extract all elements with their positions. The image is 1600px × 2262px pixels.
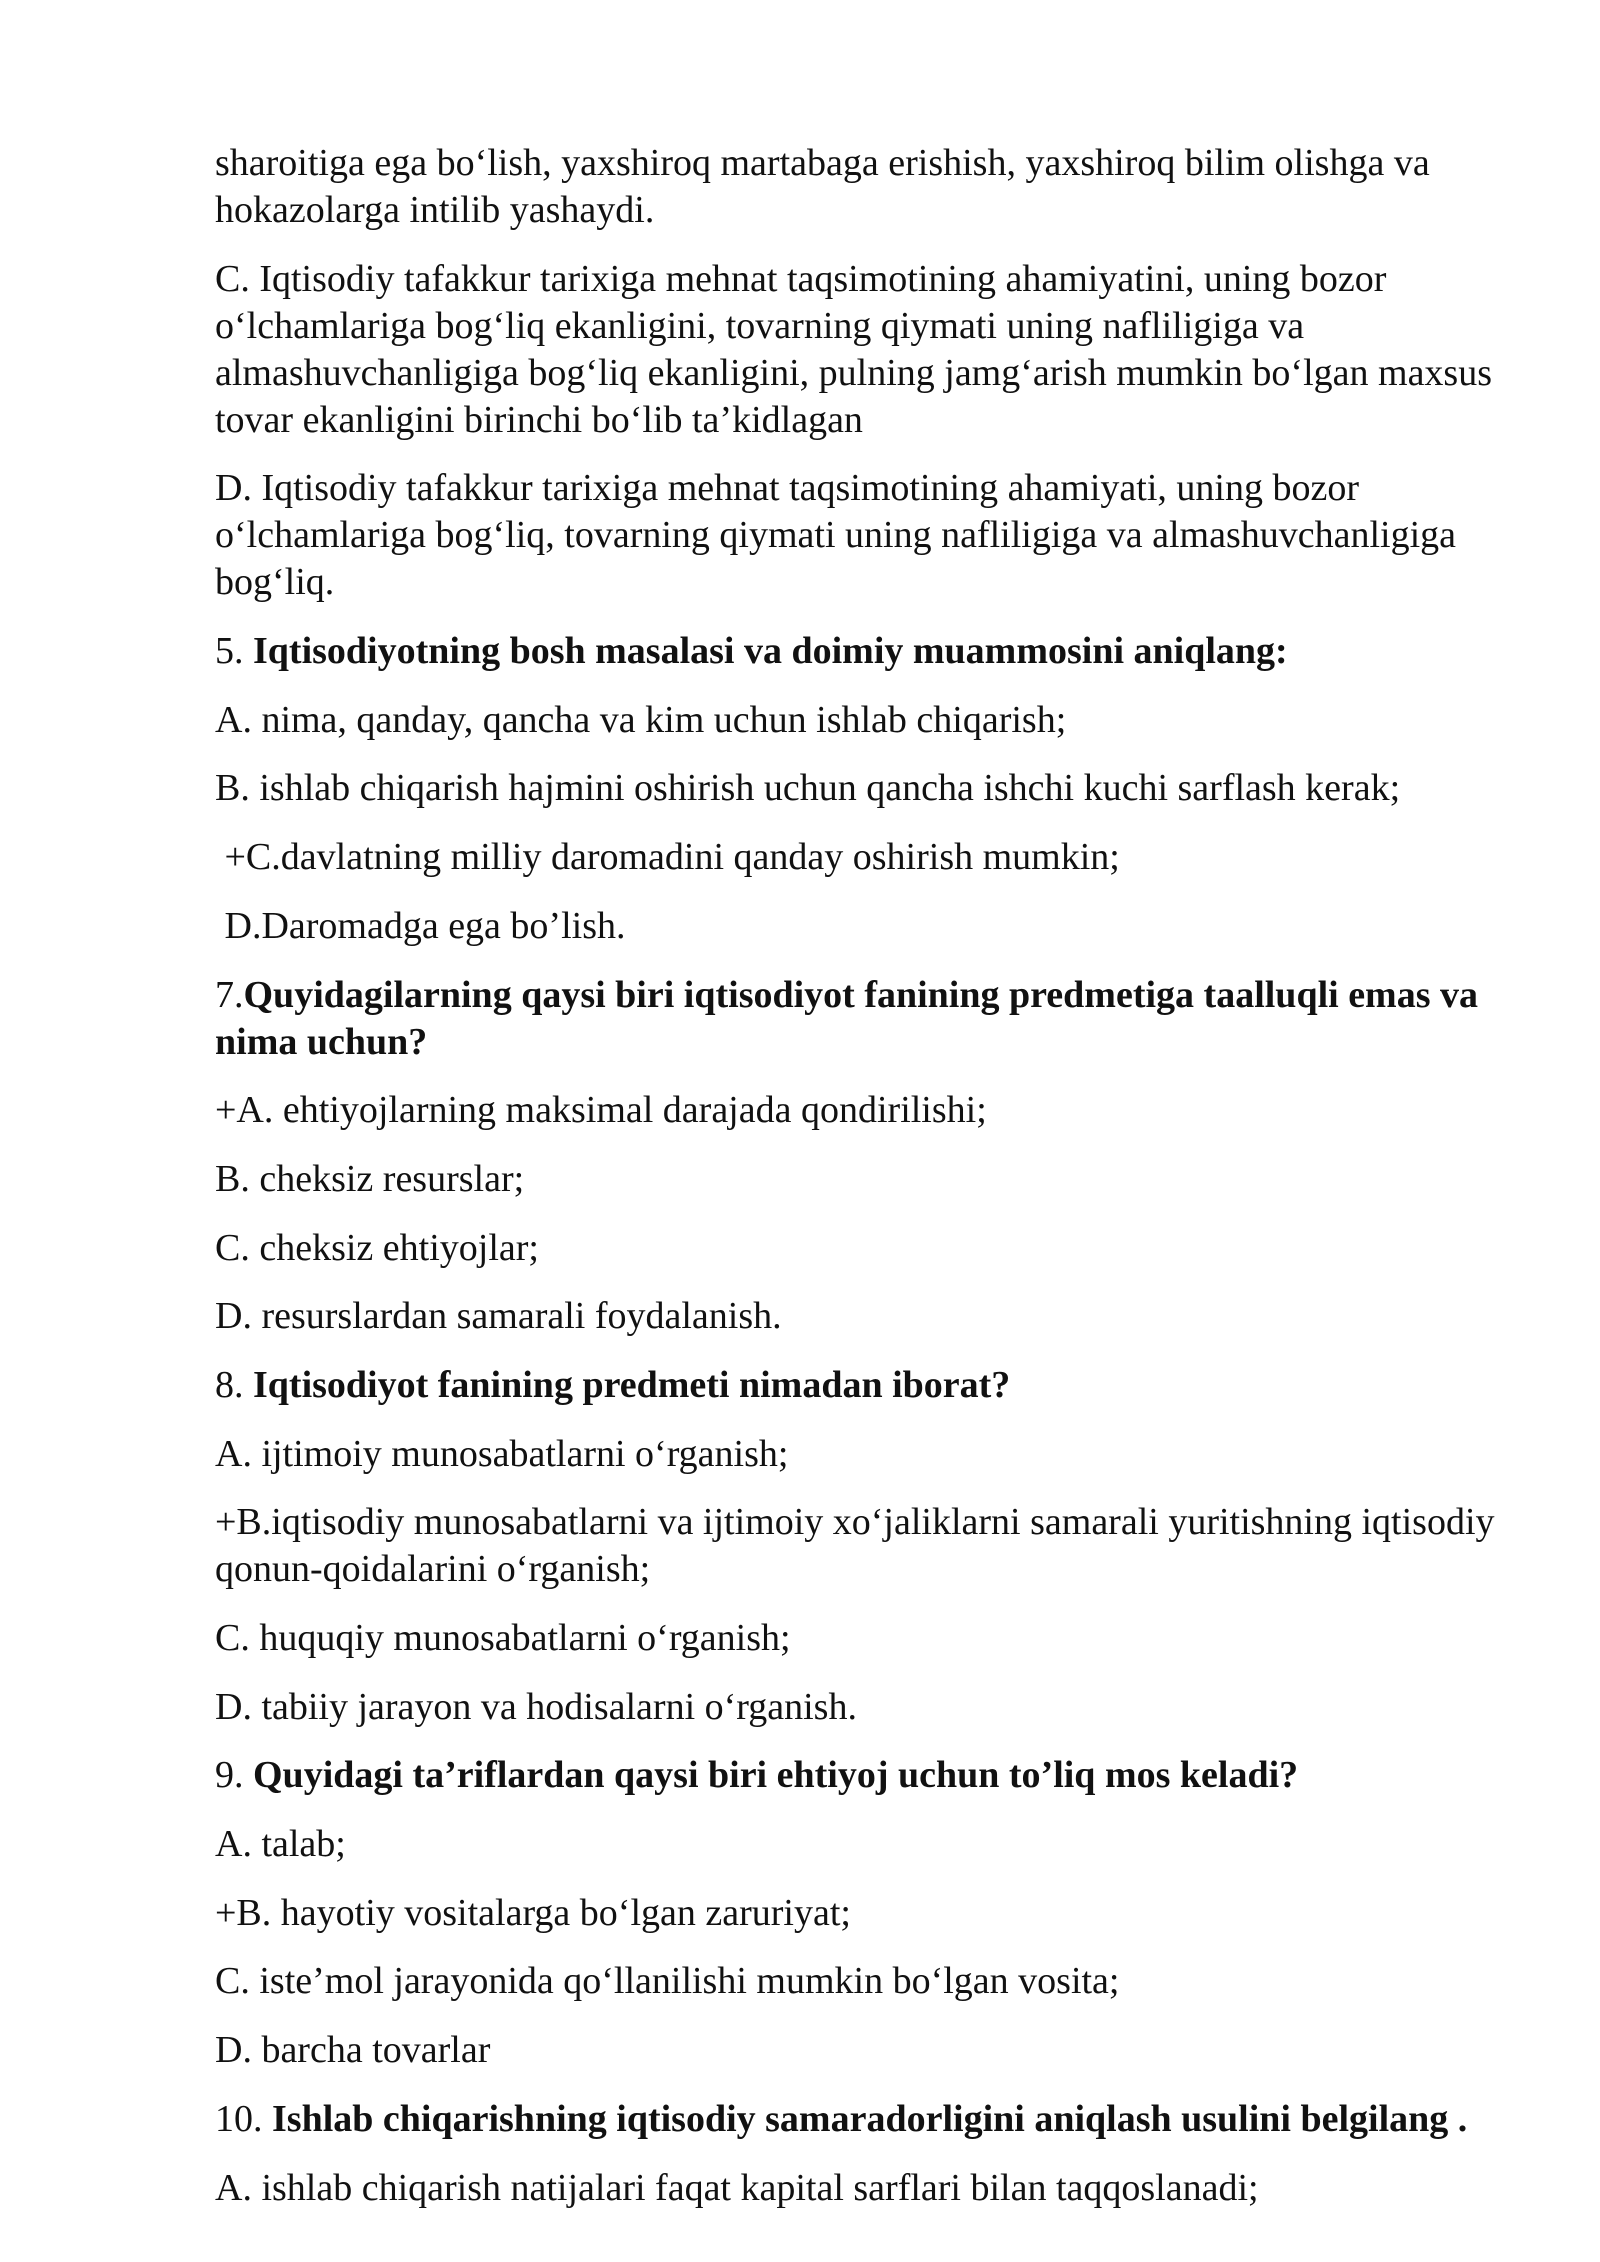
question-heading [215,628,1515,675]
answer-option-line: D. barcha tovarlar [215,2029,491,2072]
question-line [215,1752,1515,1799]
question-block [215,1362,1515,1731]
question-line [215,1362,1515,1409]
answer-option-line: C. huquqiy munosabatlarni o‘rganish; [215,1617,791,1659]
answer-option-line: qonun-qoidalarini o‘rganish; [215,1548,651,1591]
answer-option-line: D.Daromadga ega bo’lish. [215,904,626,947]
answer-option [215,903,1515,950]
answer-option [215,697,1515,744]
question-heading [215,2096,1515,2143]
answer-option-line: C. iste’mol jarayonida qo‘llanilishi mumkin bo‘lgan vosita; [215,1960,1120,2003]
answer-option [215,256,1515,444]
question-heading [215,972,1515,1066]
answer-option [215,1615,1515,1662]
answer-option-line: bog‘liq. [215,561,335,604]
question-text: nima uchun? [215,1020,428,1063]
answer-option-line: tovar ekanligini birinchi bo‘lib ta’kidlagan [215,398,863,441]
answer-option [215,1431,1515,1478]
answer-option-line: D. resurslardan samarali foydalanish. [215,1295,782,1338]
answer-option-line: A. ishlab chiqarish natijalari faqat kapital sarflari bilan taqqoslanadi; [215,2166,1259,2209]
answer-option-line: A. nima, qanday, qancha va kim uchun ishlab chiqarish; [215,698,1067,741]
answer-option-line: +B.iqtisodiy munosabatlarni va ijtimoiy xo‘jaliklarni samarali yuritishning iqtisodiy [215,1501,1495,1544]
question-number: 10. [215,2097,272,2140]
answer-option-line: B. cheksiz resurslar; [215,1157,525,1200]
question-text: Iqtisodiyotning bosh masalasi va doimiy muammosini aniqlang: [253,630,1288,673]
answer-option-line: o‘lchamlariga bog‘liq ekanligini, tovarning qiymati uning nafliligiga va [215,304,1305,347]
answer-option [215,1684,1515,1731]
answer-option-line: B. ishlab chiqarish hajmini oshirish uchun qancha ishchi kuchi sarflash kerak; [215,767,1401,810]
question-block [215,972,1515,1341]
answer-option [215,1958,1515,2005]
answer-option [215,140,1515,234]
answer-option [215,1890,1515,1937]
answer-option [215,2165,1515,2212]
question-line [215,972,1515,1019]
question-heading [215,1362,1515,1409]
answer-option [215,2027,1515,2074]
question-number: 8. [215,1363,253,1406]
answer-option [215,1225,1515,1272]
answer-option [215,1293,1515,1340]
answer-option-line: sharoitiga ega bo‘lish, yaxshiroq martabaga erishish, yaxshiroq bilim olishga va [215,142,1430,184]
answer-option-line: +B. hayotiy vositalarga bo‘lgan zaruriyat; [215,1891,851,1934]
answer-option-line: almashuvchanligiga bog‘liq ekanligini, pulning jamg‘arish mumkin bo‘lgan maxsus [215,351,1493,394]
answer-option-line: A. ijtimoiy munosabatlarni o‘rganish; [215,1432,789,1475]
question-text: Iqtisodiyot fanining predmeti nimadan iborat? [253,1363,1011,1406]
answer-option-line: A. talab; [215,1823,346,1866]
answer-option-line: +A. ehtiyojlarning maksimal darajada qondirilishi; [215,1089,987,1132]
question-text: Quyidagilarning qaysi biri iqtisodiyot fanining predmetiga taalluqli emas va [243,973,1478,1016]
answer-option-line: C. cheksiz ehtiyojlar; [215,1226,539,1269]
answer-option [215,1156,1515,1203]
answer-option-line: o‘lchamlariga bog‘liq, tovarning qiymati uning nafliligiga va almashuvchanligiga [215,514,1457,557]
answer-option [215,834,1515,881]
question-number: 9. [215,1754,253,1797]
question-number: 7. [215,973,244,1016]
question-heading [215,1752,1515,1799]
answer-option [215,465,1515,606]
question-block [215,1752,1515,2074]
document-body [215,140,1515,2233]
answer-option-line: hokazolarga intilib yashaydi. [215,189,655,231]
question-block [215,2096,1515,2212]
answer-option [215,765,1515,812]
question-line [215,2096,1515,2143]
question-number: 5. [215,630,253,673]
answer-option-line: +C.davlatning milliy daromadini qanday oshirish mumkin; [215,836,1120,879]
answer-option-line: D. Iqtisodiy tafakkur tarixiga mehnat taqsimotining ahamiyati, uning bozor [215,467,1359,510]
answer-option [215,1499,1515,1593]
question-block [215,628,1515,950]
question-line [215,628,1515,675]
answer-option [215,1087,1515,1134]
question-line [215,1019,1515,1066]
question-text: Quyidagi ta’riflardan qaysi biri ehtiyoj uchun to’liq mos keladi? [253,1754,1299,1797]
answer-option-line: D. tabiiy jarayon va hodisalarni o‘rganish. [215,1685,857,1728]
answer-option-line: C. Iqtisodiy tafakkur tarixiga mehnat taqsimotining ahamiyatini, uning bozor [215,257,1387,300]
answer-option [215,1821,1515,1868]
question-text: Ishlab chiqarishning iqtisodiy samaradorligini aniqlash usulini belgilang . [272,2097,1468,2140]
